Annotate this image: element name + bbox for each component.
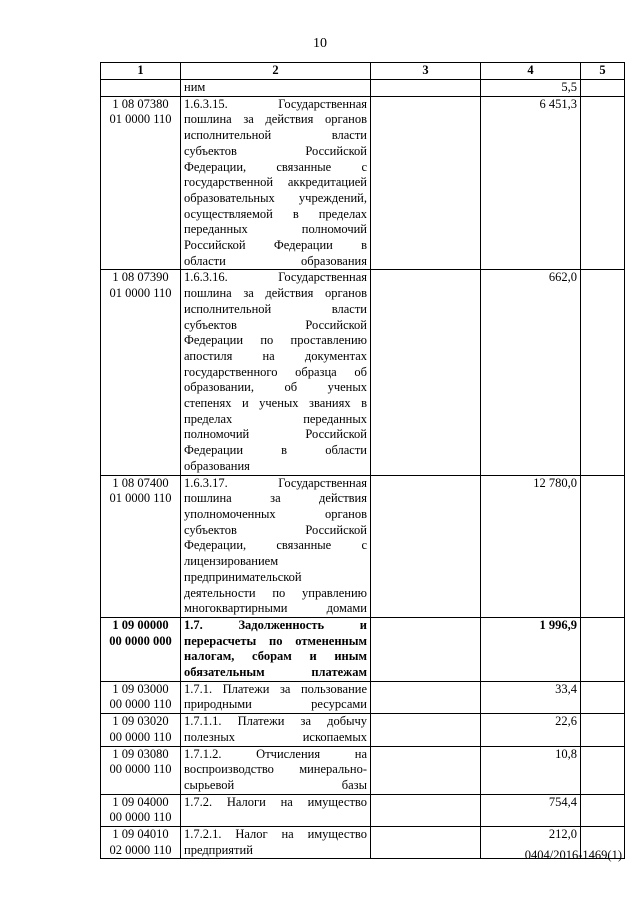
item-name-cell	[181, 270, 371, 475]
item-name-line: государственного образца об	[184, 364, 367, 379]
column-5-cell	[581, 617, 625, 681]
budget-code-cell: 1 08 07390 01 0000 110	[101, 270, 181, 475]
column-5-cell	[581, 96, 625, 270]
item-name-line: апостиля на документах	[184, 348, 367, 363]
column-3-cell	[371, 96, 481, 270]
item-name-line: 1.6.3.17. Государственная	[184, 475, 367, 490]
budget-code-cell	[101, 80, 181, 97]
column-header: 2	[181, 63, 371, 80]
table-row	[101, 617, 625, 681]
amount-cell: 22,6	[481, 714, 581, 746]
item-name-line: исполнительной власти	[184, 128, 367, 143]
amount-cell: 33,4	[481, 681, 581, 713]
item-name-line: Федерации, связанные с	[184, 538, 367, 553]
amount-cell: 662,0	[481, 270, 581, 475]
column-5-cell	[581, 714, 625, 746]
item-name-line: полезных ископаемых	[184, 729, 367, 744]
column-3-cell	[371, 746, 481, 794]
column-5-cell	[581, 681, 625, 713]
amount-cell: 212,0	[481, 827, 581, 859]
budget-code-cell: 1 09 00000 00 0000 000	[101, 617, 181, 681]
table-row	[101, 794, 625, 826]
column-5-cell	[581, 794, 625, 826]
table-row	[101, 746, 625, 794]
item-name-line: налогам, сборам и иным	[184, 649, 367, 664]
item-name-line: субъектов Российской	[184, 143, 367, 158]
column-5-cell	[581, 270, 625, 475]
item-name-line: переданных полномочий	[184, 222, 367, 237]
item-name-line: степенях и ученых званиях в	[184, 396, 367, 411]
item-name-cell	[181, 96, 371, 270]
column-header: 4	[481, 63, 581, 80]
item-name-line: 1.7.2. Налоги на имущество	[184, 794, 367, 809]
item-name-line: 1.7. Задолженность и	[184, 617, 367, 632]
table-row	[101, 80, 625, 97]
item-name-line: пределах переданных	[184, 411, 367, 426]
item-name-line: исполнительной власти	[184, 301, 367, 316]
column-5-cell	[581, 475, 625, 617]
amount-cell: 1 996,9	[481, 617, 581, 681]
budget-code-cell: 1 09 04000 00 0000 110	[101, 794, 181, 826]
column-3-cell	[371, 270, 481, 475]
item-name-cell	[181, 617, 371, 681]
item-name-line: обязательным платежам	[184, 665, 367, 680]
item-name-line: пошлина за действия органов	[184, 112, 367, 127]
table-row	[101, 681, 625, 713]
budget-code-cell: 1 09 04010 02 0000 110	[101, 827, 181, 859]
item-name-line: уполномоченных органов	[184, 506, 367, 521]
document-footer-code: 0404/2016-1469(1)	[524, 848, 622, 862]
item-name-line: сырьевой базы	[184, 777, 367, 792]
item-name-line: ним	[184, 80, 206, 94]
item-name-cell	[181, 80, 371, 97]
budget-code-cell: 1 09 03000 00 0000 110	[101, 681, 181, 713]
item-name-line: 1.6.3.16. Государственная	[184, 270, 367, 285]
column-5-cell	[581, 80, 625, 97]
item-name-cell	[181, 827, 371, 859]
column-header: 5	[581, 63, 625, 80]
item-name-line: деятельности по управлению	[184, 585, 367, 600]
item-name-cell	[181, 794, 371, 826]
item-name-line: образовательных учреждений,	[184, 190, 367, 205]
budget-table	[100, 62, 625, 859]
item-name-line: Федерации, связанные с	[184, 159, 367, 174]
item-name-line: пошлина за действия органов	[184, 286, 367, 301]
budget-code-cell: 1 08 07380 01 0000 110	[101, 96, 181, 270]
table-row	[101, 270, 625, 475]
table-body	[101, 80, 625, 859]
item-name-line: Федерации по проставлению	[184, 333, 367, 348]
item-name-line: 1.7.1. Платежи за пользование	[184, 681, 367, 696]
item-name-line: лицензированием	[184, 554, 279, 569]
column-header: 3	[371, 63, 481, 80]
column-3-cell	[371, 714, 481, 746]
column-3-cell	[371, 475, 481, 617]
item-name-line: области образования	[184, 253, 367, 268]
item-name-line: 1.7.2.1. Налог на имущество	[184, 827, 367, 842]
amount-cell: 12 780,0	[481, 475, 581, 617]
item-name-line: пошлина за действия	[184, 491, 367, 506]
item-name-cell	[181, 746, 371, 794]
item-name-line: субъектов Российской	[184, 522, 367, 537]
column-3-cell	[371, 80, 481, 97]
item-name-line: 1.6.3.15. Государственная	[184, 96, 367, 111]
column-3-cell	[371, 617, 481, 681]
budget-code-cell: 1 08 07400 01 0000 110	[101, 475, 181, 617]
column-5-cell	[581, 746, 625, 794]
table-row	[101, 475, 625, 617]
item-name-line: многоквартирными домами	[184, 601, 367, 616]
budget-code-cell: 1 09 03080 00 0000 110	[101, 746, 181, 794]
column-3-cell	[371, 681, 481, 713]
column-3-cell	[371, 794, 481, 826]
item-name-line: перерасчеты по отмененным	[184, 633, 367, 648]
item-name-line: образовании, об ученых	[184, 380, 367, 395]
item-name-line: государственной аккредитацией	[184, 175, 367, 190]
item-name-cell	[181, 475, 371, 617]
item-name-line: Федерации в области	[184, 443, 367, 458]
item-name-line: осуществляемой в пределах	[184, 206, 367, 221]
column-3-cell	[371, 827, 481, 859]
table-row	[101, 96, 625, 270]
budget-code-cell: 1 09 03020 00 0000 110	[101, 714, 181, 746]
amount-cell: 754,4	[481, 794, 581, 826]
item-name-line: природными ресурсами	[184, 697, 367, 712]
column-header: 1	[101, 63, 181, 80]
table-header-row	[101, 63, 625, 80]
page-number: 10	[313, 36, 327, 51]
item-name-line: Российской Федерации в	[184, 238, 367, 253]
amount-cell: 5,5	[481, 80, 581, 97]
item-name-cell	[181, 714, 371, 746]
item-name-line: предприятий	[184, 842, 253, 857]
item-name-line: 1.7.1.1. Платежи за добычу	[184, 714, 367, 729]
amount-cell: 10,8	[481, 746, 581, 794]
table-row	[101, 714, 625, 746]
amount-cell: 6 451,3	[481, 96, 581, 270]
item-name-line: полномочий Российской	[184, 427, 367, 442]
item-name-line: воспроизводство минерально-	[184, 762, 367, 777]
item-name-line: 1.7.1.2. Отчисления на	[184, 746, 367, 761]
item-name-cell	[181, 681, 371, 713]
item-name-line: образования	[184, 458, 250, 473]
item-name-line: предпринимательской	[184, 569, 302, 584]
item-name-line: субъектов Российской	[184, 317, 367, 332]
